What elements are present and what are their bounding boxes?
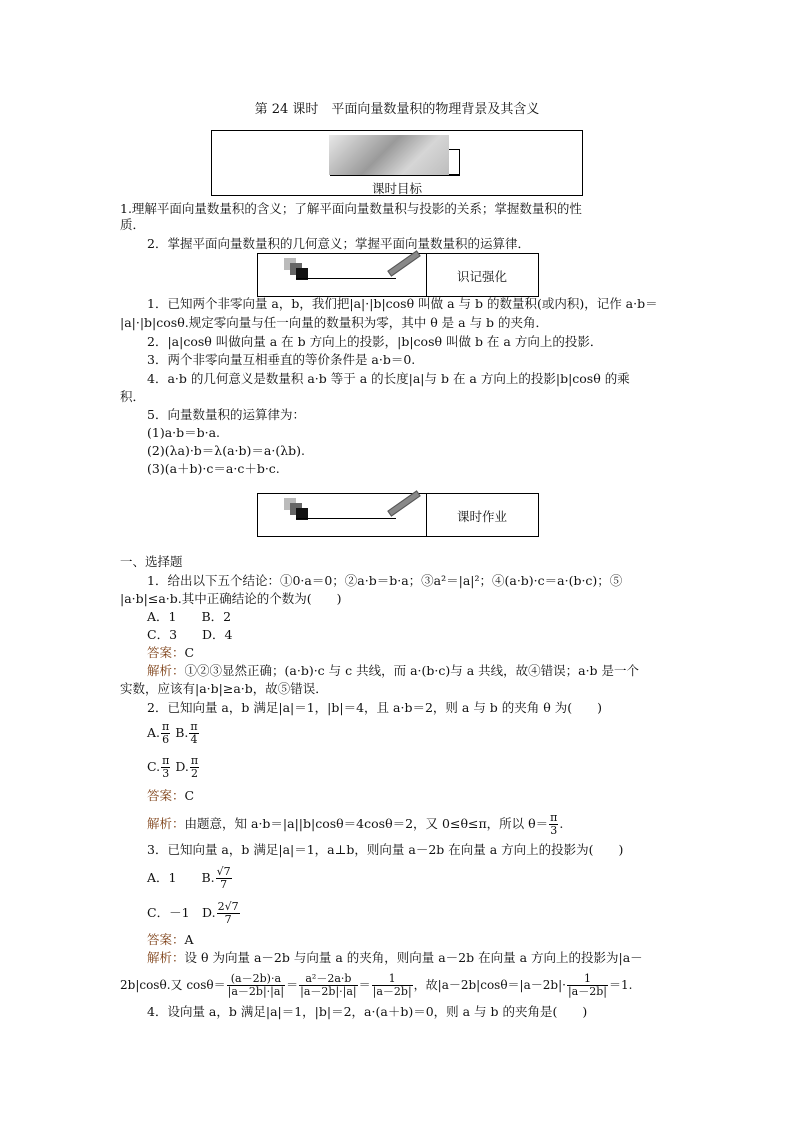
box-underline [296, 278, 396, 279]
memory-4: 4．a·b 的几何意义是数量积 a·b 等于 a 的长度|a|与 b 在 a 方向上的投影|b|cosθ 的乘 [147, 371, 630, 386]
box-label: 课时作业 [456, 509, 507, 524]
pen-icon [387, 490, 421, 516]
q1-options-cd: C．3 D．4 [147, 627, 233, 642]
q2-options-cd [147, 755, 200, 780]
fraction [549, 812, 558, 837]
option-label: A. [147, 725, 161, 740]
numerator: π [190, 754, 199, 767]
q2-options-ab [147, 721, 200, 746]
fraction [299, 973, 357, 998]
denominator: 7 [220, 878, 228, 891]
banner-image [329, 135, 449, 175]
fraction [189, 721, 198, 746]
memory-1-cont: |a|·|b|cosθ.规定零向量与任一向量的数量积为零，其中 θ 是 a 与 b 的夹角． [120, 315, 549, 330]
memory-5-2: (2)(λa)·b＝λ(a·b)＝a·(λb). [147, 443, 305, 458]
option-label: D. [175, 759, 189, 774]
fraction [372, 973, 413, 998]
explanation-text: ，故|a－2b|cosθ＝|a－2b|· [413, 978, 566, 992]
answer-value: C [184, 645, 195, 660]
box-homework [257, 493, 539, 537]
q2-answer [147, 788, 194, 804]
numerator: 1 [372, 973, 413, 986]
denominator: |a－2b| [372, 985, 412, 998]
answer-label: 答案： [147, 932, 185, 947]
denominator: 7 [224, 913, 232, 926]
pen-icon [387, 250, 421, 276]
q3-stem: 3．已知向量 a，b 满足|a|＝1，a⊥b，则向量 a－2b 在向量 a 方向上的投影为( ) [147, 842, 624, 857]
explanation-label: 解析： [147, 950, 185, 965]
numerator: √7 [216, 865, 231, 878]
memory-2: 2．|a|cosθ 叫做向量 a 在 b 方向上的投影，|b|cosθ 叫做 b 在 a 方向上的投影． [147, 334, 603, 349]
answer-value: A [184, 932, 194, 947]
goal-1-cont: 质． [120, 217, 146, 232]
q1-answer [147, 645, 194, 661]
denominator: 2 [190, 767, 198, 780]
q1-options-ab: A．1 B．2 [147, 609, 232, 624]
denominator: 3 [550, 824, 558, 837]
explanation-text: 2b|cosθ.又 cosθ＝ [120, 978, 226, 992]
numerator: π [162, 754, 170, 767]
q1-explanation [147, 663, 639, 679]
goal-2: 2．掌握平面向量数量积的几何意义；掌握平面向量数量积的运算律． [147, 236, 530, 251]
equals: ＝ [286, 978, 299, 992]
memory-4-cont: 积． [120, 389, 146, 404]
section-heading: 一、选择题 [120, 554, 183, 569]
fraction [217, 901, 240, 926]
option-label: A．1 B. [147, 870, 215, 885]
answer-label: 答案： [147, 788, 185, 803]
numerator: (a－2b)·a [227, 973, 285, 986]
answer-label: 答案： [147, 645, 185, 660]
explanation-text: ①②③显然正确；(a·b)·c 与 c 共线，而 a·(b·c)与 a 共线，故④错误；a·b 是一个 [184, 663, 640, 678]
equals: ＝ [358, 978, 371, 992]
option-label: B. [175, 725, 189, 740]
explanation-end: . [559, 816, 564, 831]
box-memory [257, 253, 539, 297]
fraction [216, 866, 232, 891]
fraction [161, 721, 170, 746]
q1-explanation-cont: 实数，应该有|a·b|≥a·b，故⑤错误． [120, 681, 328, 696]
q3-explanation-cont [120, 973, 632, 998]
banner-underline [330, 175, 460, 176]
explanation-label: 解析： [147, 816, 185, 831]
denominator: |a－2b|·|a| [300, 985, 357, 998]
denominator: 6 [162, 733, 170, 746]
denominator: 3 [162, 767, 170, 780]
numerator: π [162, 720, 170, 733]
denominator: |a－2b| [567, 985, 607, 998]
explanation-text: 由题意，知 a·b＝|a||b|cosθ＝4cosθ＝2，又 0≤θ≤π，所以 θ＝ [184, 816, 549, 831]
memory-5-3: (3)(a＋b)·c＝a·c＋b·c. [147, 461, 280, 476]
denominator: 4 [190, 733, 198, 746]
banner-line [449, 149, 460, 175]
q1-stem: 1．给出以下五个结论：①0·a＝0；②a·b＝b·a；③a²＝|a|²；④(a·b)·c＝a·(b·c)；⑤ [147, 573, 623, 588]
denominator: |a－2b|·|a| [227, 985, 285, 998]
memory-5: 5．向量数量积的运算律为： [147, 407, 305, 422]
fraction [161, 755, 170, 780]
numerator: a²－2a·b [299, 973, 357, 986]
fraction [567, 973, 608, 998]
goal-1: 1.理解平面向量数量积的含义；了解平面向量数量积与投影的关系；掌握数量积的性 [120, 201, 582, 216]
option-label: C. [147, 759, 161, 774]
box-underline [296, 518, 396, 519]
answer-value: C [184, 788, 195, 803]
explanation-label: 解析： [147, 663, 185, 678]
explanation-end: ＝1. [608, 978, 633, 992]
explanation-text: 设 θ 为向量 a－2b 与向量 a 的夹角，则向量 a－2b 在向量 a 方向上的投影为|a－ [184, 950, 643, 965]
q3-options-cd [147, 901, 241, 926]
q2-stem: 2．已知向量 a，b 满足|a|＝1，|b|＝4，且 a·b＝2，则 a 与 b 的夹角 θ 为( ) [147, 700, 602, 715]
q3-answer [147, 932, 194, 948]
q3-explanation [147, 950, 643, 966]
fraction [190, 755, 199, 780]
q3-options-ab [147, 866, 233, 891]
numerator: 1 [567, 973, 608, 986]
memory-3: 3．两个非零向量互相垂直的等价条件是 a·b＝0. [147, 352, 416, 367]
box-label: 识记强化 [456, 269, 507, 284]
page-title: 第 24 课时 平面向量数量积的物理背景及其含义 [254, 102, 540, 117]
banner-lesson-goal [211, 130, 583, 196]
numerator: π [550, 811, 558, 824]
numerator: 2√7 [217, 900, 239, 913]
fraction [227, 973, 285, 998]
option-label: C．－1 D. [147, 905, 216, 920]
numerator: π [190, 720, 198, 733]
memory-1: 1．已知两个非零向量 a，b，我们把|a|·|b|cosθ 叫做 a 与 b 的数量积(或内积)，记作 a·b＝ [147, 296, 658, 311]
q4-stem: 4．设向量 a，b 满足|a|＝1，|b|＝2，a·(a＋b)＝0，则 a 与 b 的夹角是( ) [147, 1004, 588, 1019]
banner-label: 课时目标 [371, 181, 422, 196]
q1-stem-cont: |a·b|≤a·b.其中正确结论的个数为( ) [120, 591, 342, 606]
q2-explanation [147, 812, 563, 837]
memory-5-1: (1)a·b＝b·a. [147, 425, 221, 440]
